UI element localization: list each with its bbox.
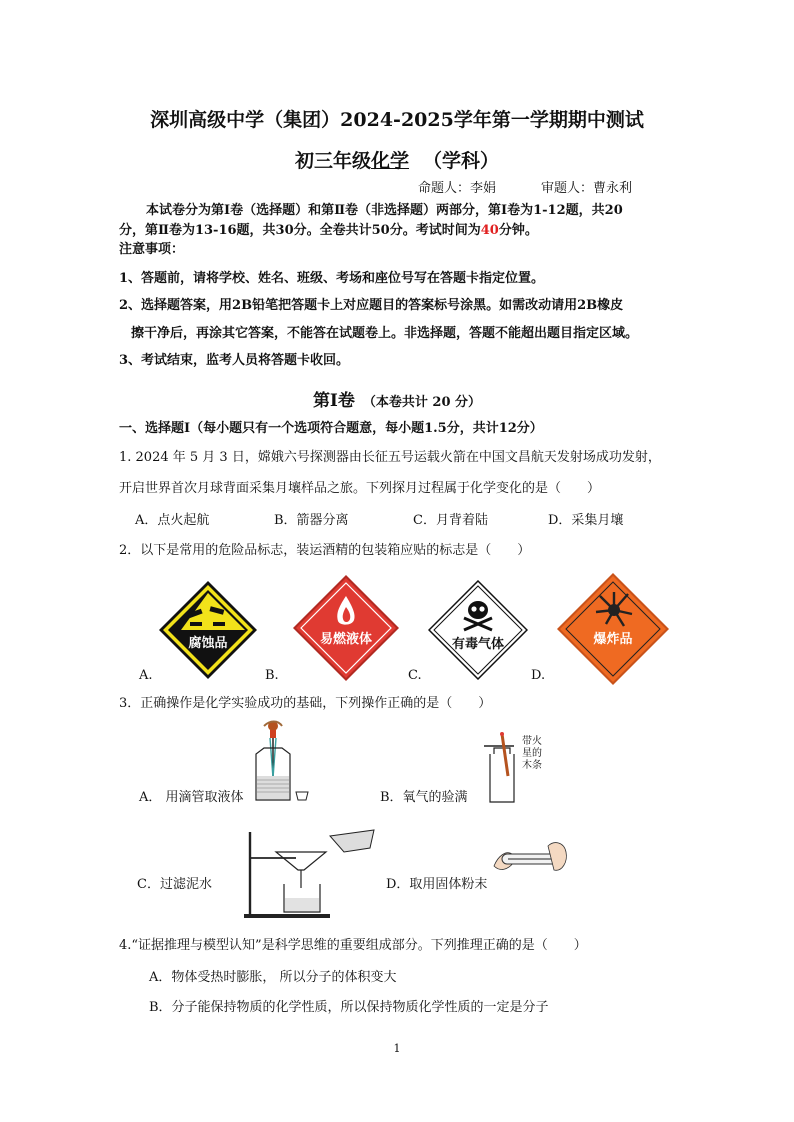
author: 命题人：李娟 <box>418 181 497 196</box>
splint-label: 带火 星的 木条 <box>522 736 542 771</box>
svg-text:易燃液体: 易燃液体 <box>319 632 373 647</box>
flammable-liquid-sign-icon <box>292 574 400 682</box>
q2-option-d[interactable]: D. <box>531 668 546 683</box>
note-2b: 擦干净后，再涂其它答案，不能答在试题卷上。非选择题，答题不能超出题目指定区域。 <box>131 326 639 341</box>
intro-line-2: 分，第Ⅱ卷为13-16题，共30分。全卷共计50分。考试时间为40分钟。 <box>119 223 538 238</box>
q2-stem: 2．以下是常用的危险品标志，装运酒精的包装箱应贴的标志是（ ） <box>119 543 531 558</box>
q3-option-b[interactable]: B．氧气的验满 <box>380 790 468 805</box>
grade-label: 初三年级 <box>294 150 371 172</box>
notes-heading: 注意事项： <box>119 242 185 257</box>
note-2a: 2、选择题答案，用2B铅笔把答题卡上对应题目的答案标号涂黑。如需改动请用2B橡皮 <box>119 298 624 313</box>
toxic-gas-sign-icon <box>428 580 528 680</box>
q1-line-2: 开启世界首次月球背面采集月壤样品之旅。下列探月过程属于化学变化的是（ ） <box>119 481 601 496</box>
q4-stem: 4.“证据推理与模型认知”是科学思维的重要组成部分。下列推理正确的是（ ） <box>119 938 587 953</box>
q1-option-b[interactable]: B．箭器分离 <box>274 513 349 528</box>
corrosive-sign-icon <box>158 580 258 680</box>
exam-title: 深圳高级中学（集团）2024-2025学年第一学期期中测试 <box>150 109 644 131</box>
exam-subtitle <box>0 146 794 173</box>
part-heading: 一、选择题Ⅰ（每小题只有一个选项符合题意，每小题1.5分，共计12分） <box>119 421 543 436</box>
subject-suffix: （学科） <box>423 150 500 172</box>
filtration-setup-illustration <box>234 826 380 922</box>
intro-line-1: 本试卷分为第Ⅰ卷（选择题）和第Ⅱ卷（非选择题）两部分，第Ⅰ卷为1-12题，共20 <box>146 203 623 218</box>
page-number: 1 <box>393 1042 401 1055</box>
note-1: 1、答题前，请将学校、姓名、班级、考场和座位号写在答题卡指定位置。 <box>119 271 545 286</box>
q1-option-c[interactable]: C．月背着陆 <box>413 513 488 528</box>
section-title: 第Ⅰ卷 （本卷共计 20 分） <box>312 391 482 411</box>
svg-text:爆炸品: 爆炸品 <box>593 632 633 647</box>
q1-option-d[interactable]: D．采集月壤 <box>548 513 624 528</box>
q2-option-b[interactable]: B. <box>265 668 279 683</box>
subject-label: 化学 <box>370 150 409 172</box>
q3-option-c[interactable]: C．过滤泥水 <box>137 877 212 892</box>
powder-test-tube-illustration <box>488 832 572 880</box>
q2-option-c[interactable]: C. <box>408 668 422 683</box>
q3-option-d[interactable]: D．取用固体粉末 <box>386 877 488 892</box>
explosive-sign-icon <box>556 572 670 686</box>
dropper-bottle-illustration <box>244 718 314 808</box>
q4-option-a[interactable]: A．物体受热时膨胀， 所以分子的体积变大 <box>149 970 397 985</box>
q4-option-b[interactable]: B．分子能保持物质的化学性质，所以保持物质化学性质的一定是分子 <box>149 1000 549 1015</box>
q3-stem: 3．正确操作是化学实验成功的基础，下列操作正确的是（ ） <box>119 696 492 711</box>
q3-option-a[interactable]: A． 用滴管取液体 <box>139 790 244 805</box>
exam-time: 40 <box>480 223 499 238</box>
svg-text:有毒气体: 有毒气体 <box>451 637 505 652</box>
svg-text:腐蚀品: 腐蚀品 <box>188 636 228 651</box>
q1-option-a[interactable]: A．点火起航 <box>135 513 210 528</box>
reviewer: 审题人：曹永利 <box>541 181 633 196</box>
note-3: 3、考试结束，监考人员将答题卡收回。 <box>119 353 350 368</box>
q1-line-1: 1. 2024 年 5 月 3 日，嫦娥六号探测器由长征五号运载火箭在中国文昌航天发射场成功发射， <box>119 450 661 465</box>
q2-option-a[interactable]: A. <box>139 668 153 683</box>
